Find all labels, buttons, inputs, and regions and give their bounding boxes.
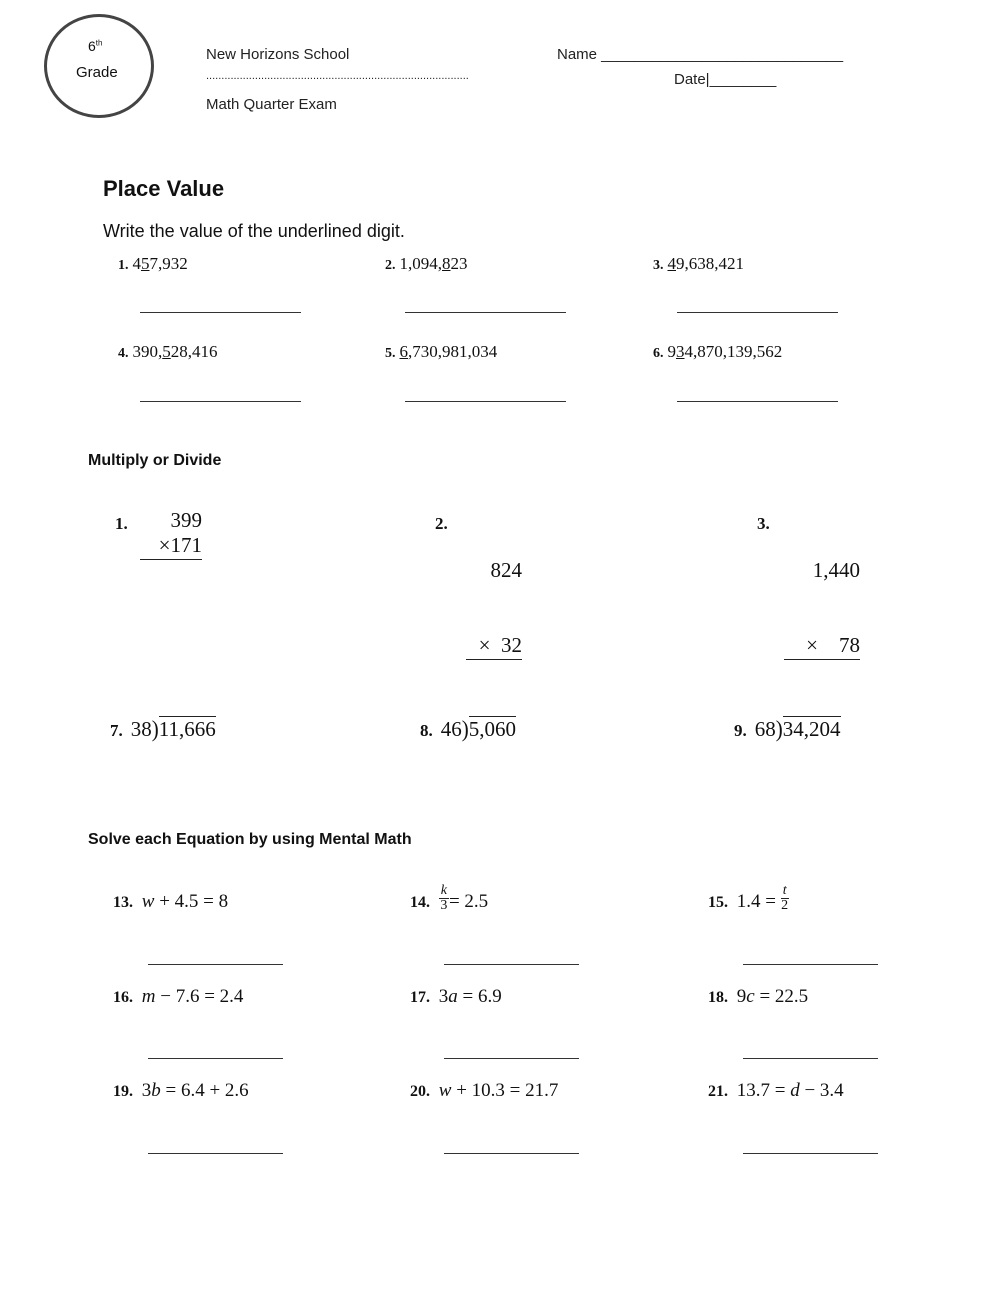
division-problem-8: 8. 46)5,060 (420, 715, 516, 743)
equation-13: 13. w + 4.5 = 8 (113, 891, 229, 912)
equation-16: 16. m − 7.6 = 2.4 (113, 986, 244, 1007)
name-field[interactable]: Name _____________________________ (557, 46, 844, 63)
answer-line[interactable] (140, 312, 301, 313)
equations-title: Solve each Equation by using Mental Math (88, 831, 412, 848)
division-problem-9: 9. 68)34,204 (734, 715, 841, 743)
grade-number: 6th (88, 38, 103, 54)
answer-line[interactable] (140, 401, 301, 402)
pv-item-3: 3. 49,638,421 (653, 254, 744, 273)
equation-14: 14. $\frac{k}{3}$ = 2.5 (410, 883, 489, 914)
multiplication-problem-2: 824 × 32 (466, 508, 522, 685)
division-problem-7: 7. 38)11,666 (110, 715, 216, 743)
dotted-line: ...................................................................................... (206, 70, 469, 82)
answer-line[interactable] (148, 1058, 283, 1059)
place-value-title: Place Value (103, 176, 225, 201)
equation-21: 21. 13.7 = d − 3.4 (708, 1080, 844, 1101)
mul-label-1: 1. (115, 514, 128, 533)
pv-item-4: 4. 390,528,416 (118, 342, 218, 361)
answer-line[interactable] (743, 964, 878, 965)
equation-20: 20. w + 10.3 = 21.7 (410, 1080, 559, 1101)
multiplication-problem-3: 1,440 × 78 (784, 508, 860, 685)
multiplication-problem-1: 399 ×171 (140, 508, 202, 560)
pv-item-6: 6. 934,870,139,562 (653, 342, 783, 361)
answer-line[interactable] (405, 401, 566, 402)
multiply-divide-title: Multiply or Divide (88, 452, 222, 469)
place-value-instruction: Write the value of the underlined digit. (103, 221, 405, 241)
equation-17: 17. 3a = 6.9 (410, 986, 502, 1007)
date-field[interactable]: Date|________ (674, 71, 777, 88)
mul-label-3: 3. (757, 514, 770, 533)
answer-line[interactable] (444, 964, 579, 965)
answer-line[interactable] (677, 312, 838, 313)
equation-15: 15. 1.4 = $\frac{t}{2}$ (708, 883, 789, 914)
answer-line[interactable] (743, 1058, 878, 1059)
answer-line[interactable] (743, 1153, 878, 1154)
pv-item-1: 1. 457,932 (118, 254, 188, 273)
pv-item-5: 5. 6,730,981,034 (385, 342, 498, 361)
answer-line[interactable] (405, 312, 566, 313)
answer-line[interactable] (677, 401, 838, 402)
equation-18: 18. 9c = 22.5 (708, 986, 809, 1007)
school-name: New Horizons School (206, 46, 350, 63)
answer-line[interactable] (148, 1153, 283, 1154)
equation-19: 19. 3b = 6.4 + 2.6 (113, 1080, 249, 1101)
answer-line[interactable] (444, 1153, 579, 1154)
exam-title: Math Quarter Exam (206, 96, 337, 113)
pv-item-2: 2. 1,094,823 (385, 254, 468, 273)
grade-label: Grade (76, 64, 118, 81)
answer-line[interactable] (444, 1058, 579, 1059)
answer-line[interactable] (148, 964, 283, 965)
mul-label-2: 2. (435, 514, 448, 533)
